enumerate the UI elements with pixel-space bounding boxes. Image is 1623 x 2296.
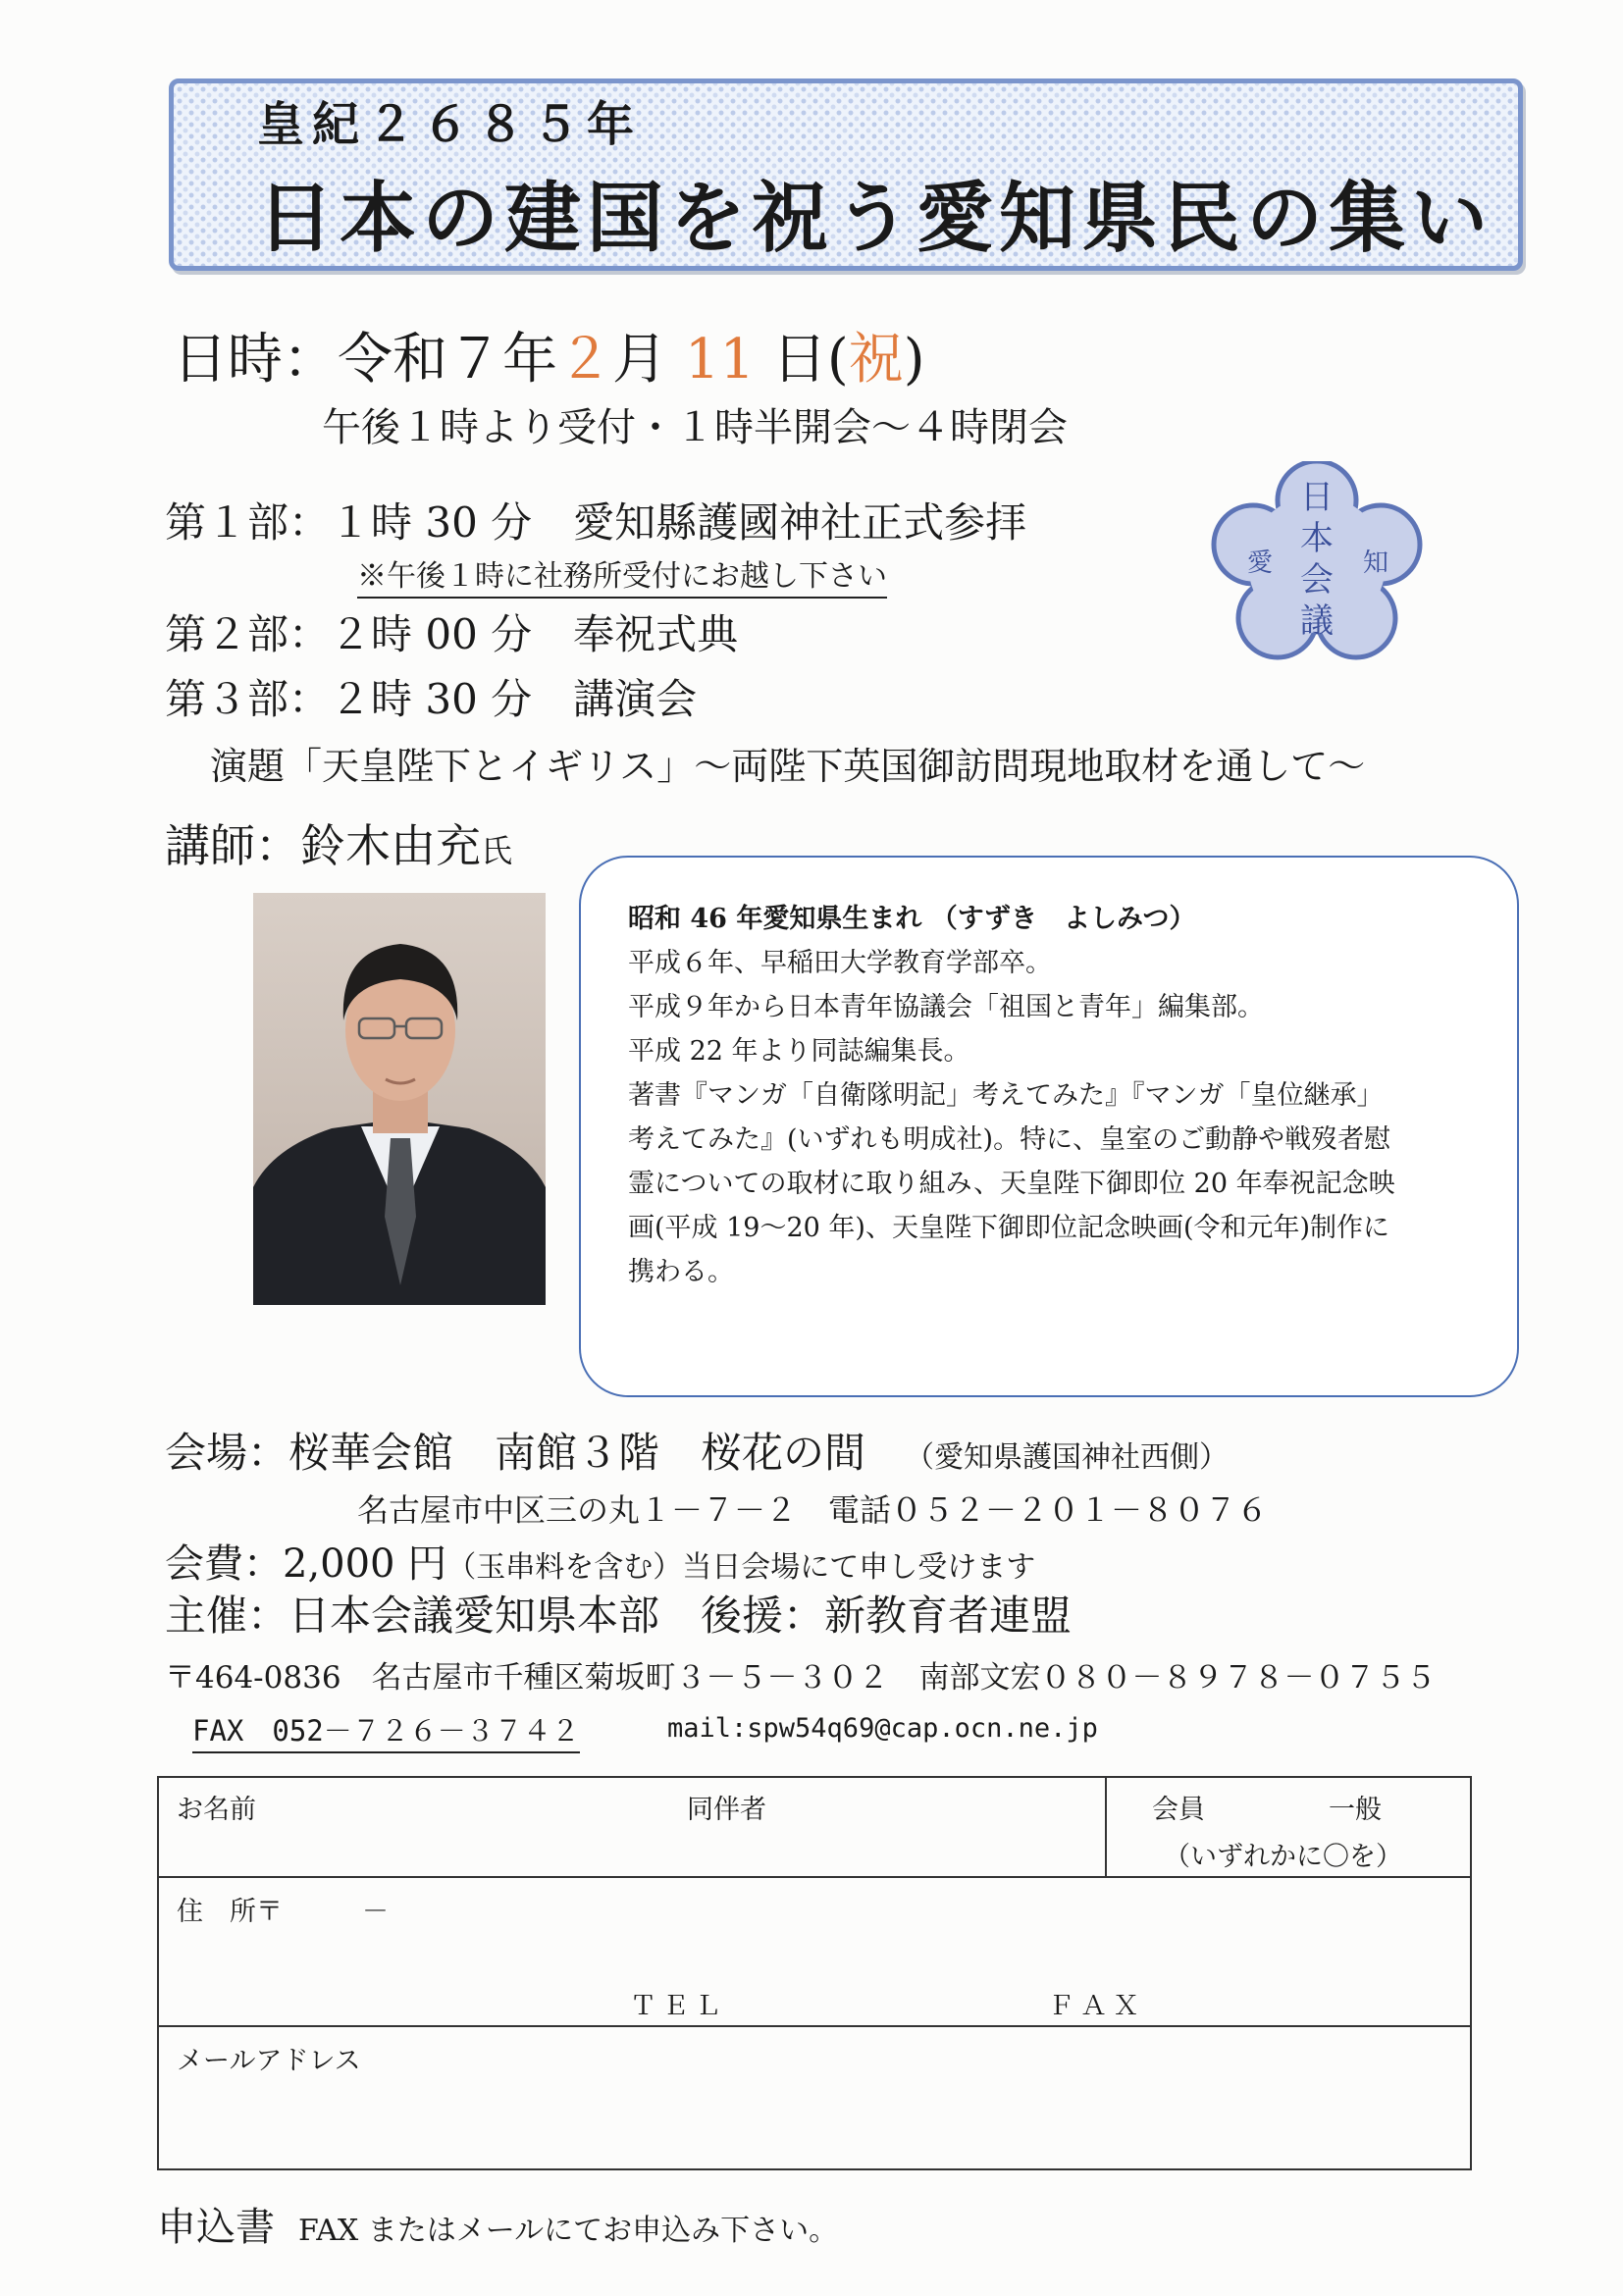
bio-line: 著書『マンガ「自衛隊明記」考えてみた』『マンガ「皇位継承」 <box>628 1080 1384 1111</box>
form-address-label: 住 所〒 － <box>177 1897 389 1927</box>
venue-address: 名古屋市中区三の丸１－７－２ 電話０５２－２０１－８０７６ <box>357 1491 1269 1529</box>
date-month: ２ <box>557 328 612 391</box>
speaker-bio-box <box>579 856 1519 1397</box>
speaker-photo <box>253 893 546 1305</box>
program-part2: 第２部：２時 00 分 奉祝式典 <box>165 610 739 658</box>
form-name-field[interactable] <box>159 1778 1105 1876</box>
form-address-field[interactable] <box>159 1878 1470 2025</box>
form-general-option[interactable]: 一般 <box>1329 1795 1382 1825</box>
contact-address: 〒464-0836 名古屋市千種区菊坂町３－５－３０２ 南部文宏０８０－８９７８－０７５５ <box>165 1660 1437 1696</box>
venue <box>165 1421 1229 1480</box>
holiday-close: ) <box>903 328 925 391</box>
date-day: 11 <box>684 328 756 391</box>
application-form <box>157 1776 1472 2170</box>
footer-title: 申込書 <box>157 2205 275 2250</box>
banner-subtitle: 皇紀２６８５年 <box>257 97 643 152</box>
speaker-label: 講師：鈴木由充 <box>165 819 481 872</box>
date-label: 日時：令和７年 <box>173 328 557 391</box>
speaker-name <box>165 810 512 875</box>
seal-char-3: 会 <box>1300 560 1334 600</box>
date-month-unit: 月 <box>612 328 667 391</box>
date-day-unit: 日 <box>771 328 827 391</box>
program-part1: 第１部：１時 30 分 愛知縣護國神社正式参拝 <box>165 498 1027 547</box>
contact-fax: FAX 052－７２６－３７４２ <box>192 1709 580 1753</box>
form-member-option[interactable]: 会員 <box>1152 1795 1205 1825</box>
bio-line: 考えてみた』(いずれも明成社)。特に、皇室のご動静や戦歿者慰 <box>628 1124 1391 1155</box>
seal-char-4: 議 <box>1300 601 1334 641</box>
seal-char-2: 本 <box>1300 519 1334 558</box>
bio-line: 平成９年から日本青年協議会「祖国と青年」編集部。 <box>628 992 1264 1022</box>
program-part3: 第３部：２時 30 分 講演会 <box>165 675 698 723</box>
bio-line: 平成 22 年より同誌編集長。 <box>628 1036 970 1067</box>
seal-char-6: 知 <box>1362 548 1389 578</box>
program-part1-note: ※午後１時に社務所受付にお越し下さい <box>357 551 887 599</box>
form-email-field[interactable] <box>159 2027 1470 2168</box>
nippon-kaigi-seal-icon <box>1209 461 1425 667</box>
bio-line: 昭和 46 年愛知県生まれ （すずき よしみつ） <box>628 904 1196 934</box>
event-date <box>173 316 925 394</box>
fee-label: 会費：2,000 円 <box>165 1541 447 1587</box>
speaker-honorific: 氏 <box>481 832 513 869</box>
footer <box>157 2196 838 2252</box>
contact-email[interactable]: mail:spw54q69@cap.ocn.ne.jp <box>667 1713 1098 1744</box>
form-choose-note: （いずれかに〇を） <box>1164 1842 1402 1872</box>
lecture-topic: 演題「天皇陛下とイギリス」～両陛下英国御訪問現地取材を通して～ <box>210 745 1366 788</box>
fee <box>165 1533 1035 1589</box>
organizer: 主催：日本会議愛知県本部 後援：新教育者連盟 <box>165 1592 1073 1640</box>
form-email-label: メールアドレス <box>177 2046 361 2076</box>
banner-title: 日本の建国を祝う愛知県民の集い <box>257 174 1494 263</box>
footer-text: FAX またはメールにてお申込み下さい。 <box>298 2214 839 2248</box>
event-schedule: 午後１時より受付・１時半開会～４時閉会 <box>322 405 1068 450</box>
bio-line: 霊についての取材に取り組み、天皇陛下御即位 20 年奉祝記念映 <box>628 1169 1395 1199</box>
fee-note: （玉串料を含む）当日会場にて申し受けます <box>446 1550 1036 1585</box>
venue-note: （愛知県護国神社西側） <box>905 1440 1230 1475</box>
venue-label: 会場：桜華会館 南館３階 桜花の間 <box>165 1429 866 1477</box>
seal-char-5: 愛 <box>1246 548 1274 578</box>
form-fax-label: ＦＡＸ <box>1048 1991 1145 2021</box>
bio-line: 画(平成 19～20 年)、天皇陛下御即位記念映画(令和元年)制作に <box>628 1213 1390 1243</box>
seal-char-1: 日 <box>1300 478 1334 517</box>
date-holiday: 祝 <box>848 328 904 391</box>
form-companion-label: 同伴者 <box>687 1795 766 1825</box>
form-tel-label: ＴＥＬ <box>630 1991 727 2021</box>
holiday-open: ( <box>826 328 849 391</box>
form-name-label: お名前 <box>177 1795 256 1825</box>
bio-line: 携わる。 <box>628 1257 734 1287</box>
bio-line: 平成６年、早稲田大学教育学部卒。 <box>628 948 1052 978</box>
